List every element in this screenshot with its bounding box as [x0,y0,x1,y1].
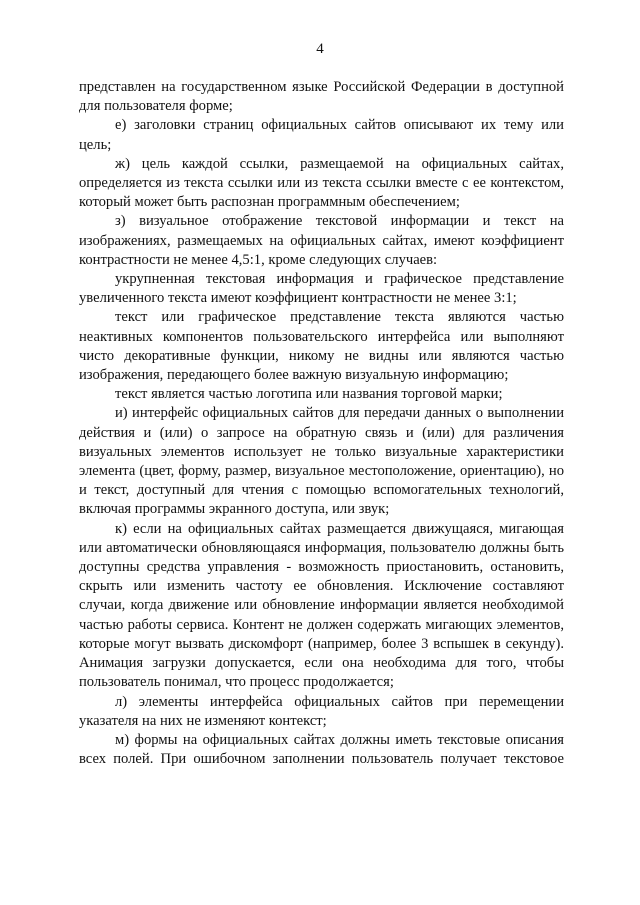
paragraph-item-i: и) интерфейс официальных сайтов для передачи данных о выполнении действия и (или) о запросе на обратную связь и (или) для различения визуальных элементов использует не только визуальные характеристики элемента (цвет, форму, размер, визуальное местоположение, ориентацию), но и текст, доступный для чтения с помощью вспомогательных технологий, включая программы экранного доступа, или звук; [79,405,564,518]
paragraph-exception-1: укрупненная текстовая информация и графическое представление увеличенного текста имеют коэффициент контрастности не менее 3:1; [79,271,564,307]
page-number: 4 [316,41,324,57]
paragraph-exception-3: текст является частью логотипа или названия торговой марки; [115,386,503,403]
paragraph-exception-2: текст или графическое представление текста являются частью неактивных компонентов пользовательского интерфейса или выполняют чисто декоративные функции, никому не видны или являются частью изображения, передающего более важную визуальную информацию; [79,309,564,384]
paragraph-item-zh: ж) цель каждой ссылки, размещаемой на официальных сайтах, определяется из текста ссылки или из текста ссылки вместе с ее контекстом, который может быть распознан программным обеспечением; [79,155,564,211]
paragraph-item-z: з) визуальное отображение текстовой информации и текст на изображениях, размещаемых на официальных сайтах, имеют коэффициент контрастности не менее 4,5:1, кроме следующих случаев: [79,213,564,268]
paragraph-item-m: м) формы на официальных сайтах должны иметь текстовые описания всех полей. При ошибочном заполнении пользователь получает текстовое [79,731,564,768]
paragraph-item-e: е) заголовки страниц официальных сайтов описывают их тему или цель; [79,117,564,153]
document-body [79,78,564,769]
paragraph-item-l: л) элементы интерфейса официальных сайтов при перемещении указателя на них не изменяют контекст; [79,693,564,729]
paragraph-continuation: представлен на государственном языке Российской Федерации в доступной для пользователя форме; [79,79,564,115]
paragraph-item-k: к) если на официальных сайтах размещается движущаяся, мигающая или автоматически обновляющаяся информация, пользователю должны быть доступны средства управления - возможность приостановить, остановить, скрыть или изменить частоту ее обновления. Исключение составляют случаи, когда движение или обновление информации является необходимой частью работы сервиса. Контент не должен содержать мигающих элементов, которые могут вызвать дискомфорт (например, более 3 вспышек в секунду). Анимация загрузки допускается, если она необходима для того, чтобы пользователь понимал, что процесс продолжается; [79,520,564,691]
